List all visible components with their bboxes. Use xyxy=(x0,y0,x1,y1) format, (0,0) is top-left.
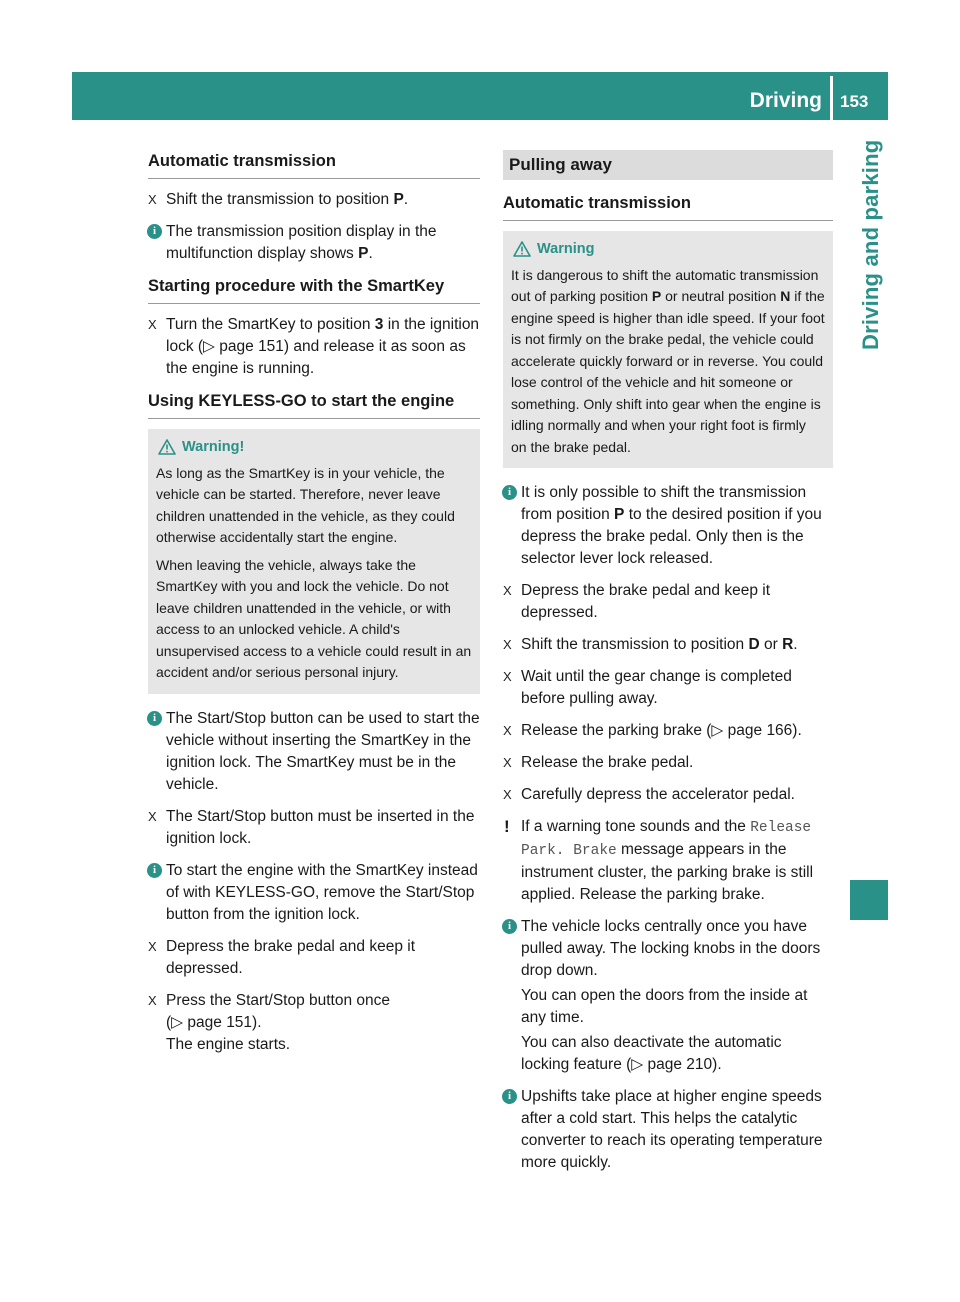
section-title: Driving xyxy=(749,89,822,112)
page-ref-icon: ▷ xyxy=(631,1056,644,1073)
step-arrow-icon: X xyxy=(503,637,512,652)
step-item: X Shift the transmission to position P. xyxy=(148,189,480,211)
step-item: X Depress the brake pedal and keep it depressed. xyxy=(503,582,771,621)
heading-automatic-transmission-right: Automatic transmission xyxy=(503,192,833,221)
step-arrow-icon: X xyxy=(148,938,157,954)
info-icon: i xyxy=(147,711,162,726)
step-item: X The Start/Stop button must be inserted in the ignition lock. xyxy=(148,807,475,847)
step-arrow-icon: X xyxy=(503,755,512,770)
heading-pulling-away: Pulling away xyxy=(503,150,833,180)
right-column xyxy=(503,150,833,1184)
side-tab-block xyxy=(850,880,888,920)
step-arrow-icon: X xyxy=(503,669,512,684)
warning-box xyxy=(148,429,480,694)
side-tab-label: Driving and parking xyxy=(858,140,883,351)
heading-automatic-transmission: Automatic transmission xyxy=(148,150,480,179)
warning-triangle-icon xyxy=(158,439,176,455)
info-item: i To start the engine with the SmartKey instead of with KEYLESS-GO, remove the Start/Stop button from the ignition lock. xyxy=(148,860,480,926)
step-arrow-icon: X xyxy=(503,583,512,598)
display-message: Release Park. Brake xyxy=(521,820,812,859)
info-item: i The transmission position display in the multifunction display shows P. xyxy=(148,221,480,265)
warning-header: Warning! xyxy=(156,437,472,459)
step-arrow-icon: X xyxy=(148,808,157,824)
info-icon: i xyxy=(502,919,517,934)
step-arrow-icon: X xyxy=(148,317,157,332)
info-icon: i xyxy=(147,224,162,239)
page-number: 153 xyxy=(840,92,869,111)
warning-triangle-icon xyxy=(513,241,531,257)
info-item: i It is only possible to shift the transmission from position P to the desired position if you depress the brake pedal. Only then is the selector lever lock released. xyxy=(503,482,833,570)
note-item: ! If a warning tone sounds and the Release Park. Brake message appears in the instrument cluster, the parking brake is still applied. Release the parking brake. xyxy=(504,817,814,903)
info-item: i The vehicle locks centrally once you have pulled away. The locking knobs in the doors drop down. You can open the doors from the inside at any time. You can also deactivate the automatic locking feature (▷ page 210). xyxy=(503,916,833,1076)
warning-box xyxy=(503,231,833,468)
heading-smartkey: Starting procedure with the SmartKey xyxy=(148,275,480,304)
info-icon: i xyxy=(502,1089,517,1104)
warning-text: It is dangerous to shift the automatic transmission out of parking position P or neutral position N if the engine speed is higher than idle speed. If your foot is not firmly on the brake pedal, the vehicle could accelerate quickly forward or in reverse. You could lose control of the vehicle and hit someone or something. Only shift into gear when the engine is idling normally and when your right foot is firmly on the brake pedal. xyxy=(511,266,825,455)
step-item: X Carefully depress the accelerator pedal. xyxy=(503,784,833,806)
step-arrow-icon: X xyxy=(503,787,512,802)
step-item: X Release the brake pedal. xyxy=(503,752,833,774)
step-item: X Turn the SmartKey to position 3 in the ignition lock (▷ page 151) and release it as soon as the engine is running. xyxy=(148,316,480,377)
step-item: X Release the parking brake (▷ page 166). xyxy=(503,720,833,742)
page-ref-icon: ▷ xyxy=(203,338,215,355)
page-ref-icon: ▷ xyxy=(711,722,724,739)
info-icon: i xyxy=(502,485,517,500)
step-item: X Wait until the gear change is completed before pulling away. xyxy=(503,668,792,707)
left-column xyxy=(148,150,480,1066)
step-item: X Shift the transmission to position D or R. xyxy=(503,634,833,656)
warning-header: Warning xyxy=(511,239,825,261)
step-item: X Depress the brake pedal and keep it depressed. xyxy=(148,937,416,977)
warning-text: When leaving the vehicle, always take the SmartKey with you and lock the vehicle. Do not leave children unattended in the vehicle, or with access to an unlocked vehicle. A child's unsupervised access to a vehicle could result in an accident and/or serious personal injury. xyxy=(156,556,472,680)
info-icon: i xyxy=(147,863,162,878)
step-arrow-icon: X xyxy=(148,192,157,207)
step-item: X Press the Start/Stop button once (▷ page 151). The engine starts. xyxy=(148,991,391,1053)
warning-text: As long as the SmartKey is in your vehicle, the vehicle can be started. Therefore, never leave children unattended in the vehicle, as they could otherwise accidentally start the engine. xyxy=(156,464,455,545)
info-item: i The Start/Stop button can be used to start the vehicle without inserting the SmartKey in the ignition lock. The SmartKey must be in the vehicle. xyxy=(148,708,480,796)
header-divider xyxy=(830,76,833,120)
heading-keyless-go: Using KEYLESS-GO to start the engine xyxy=(148,390,480,419)
page-ref-icon: ▷ xyxy=(171,1013,184,1031)
info-item: i Upshifts take place at higher engine speeds after a cold start. This helps the catalytic converter to reach its operating temperature more quickly. xyxy=(503,1086,833,1174)
step-arrow-icon: X xyxy=(503,723,512,738)
step-arrow-icon: X xyxy=(148,992,157,1008)
exclamation-icon: ! xyxy=(504,817,510,836)
